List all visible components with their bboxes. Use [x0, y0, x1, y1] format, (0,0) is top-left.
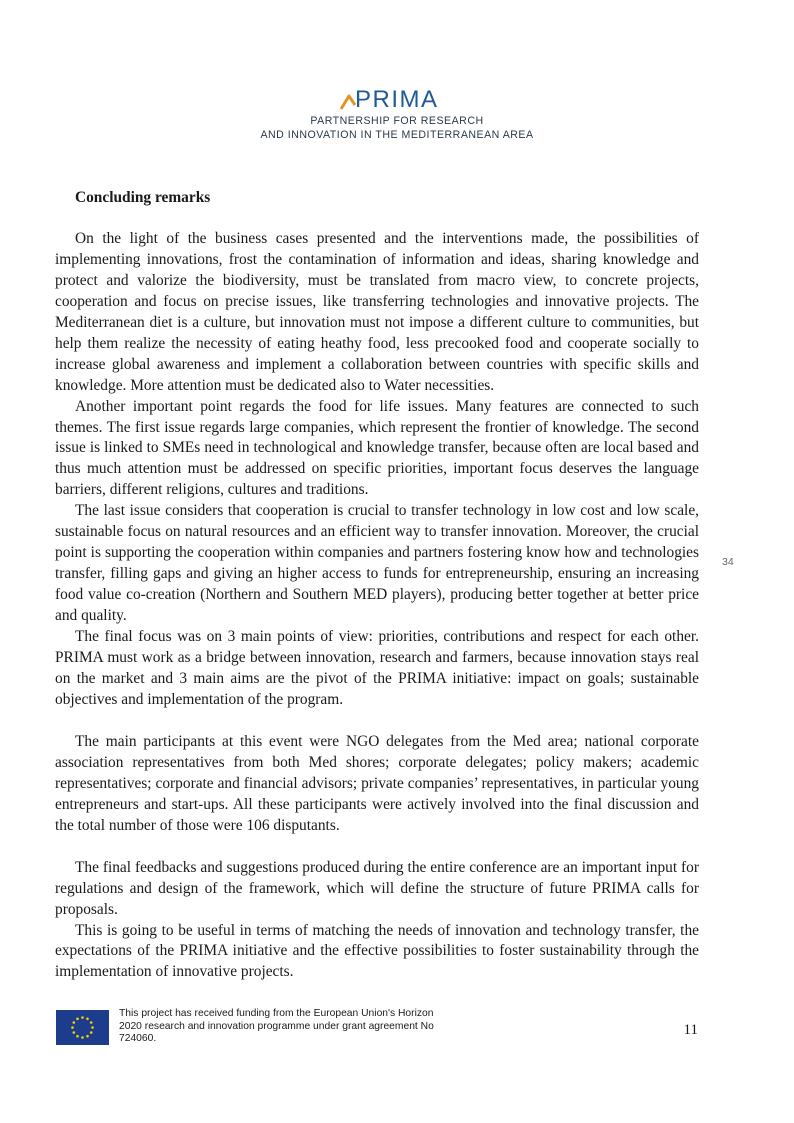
paragraph: This is going to be useful in terms of matching the needs of innovation and technology transfer, the expectations of the PRIMA initiative and the effective possibilities to foster sustainability through the implementation of innovative projects. [55, 921, 699, 981]
paragraph: The main participants at this event were NGO delegates from the Med area; national corporate association representatives from both Med shores; corporate delegates; policy makers; academic representatives; corporate and financial advisors; private companies’ representatives, in particular young entrepreneurs and start-ups. All these participants were actively involved into the final discussion and the total number of those were 106 disputants. [55, 732, 699, 834]
funding-statement [119, 1008, 519, 1046]
paragraph: Another important point regards the food for life issues. Many features are connected to such themes. The first issue regards large companies, which represent the frontier of knowledge. The second issue is linked to SMEs need in technological and knowledge transfer, because often are local based and thus much attention must be addressed on specific priorities, important focus deserves the language barriers, different religions, cultures and traditions. [55, 397, 699, 499]
paragraph: The final focus was on 3 main points of view: priorities, contributions and respect for each other. PRIMA must work as a bridge between innovation, research and farmers, because innovation stays real on the market and 3 main aims are the pivot of the PRIMA initiative: impact on goals; sustainable objectives and implementation of the program. [55, 628, 699, 708]
eu-flag-icon [56, 1010, 109, 1045]
funding-line: 724060. [119, 1033, 157, 1044]
paragraph: The final feedbacks and suggestions produced during the entire conference are an important input for regulations and design of the framework, which will define the structure of future PRIMA calls for proposals. [55, 858, 699, 918]
side-page-number: 34 [722, 556, 734, 568]
main-content [55, 188, 699, 983]
document-header [0, 78, 794, 142]
paragraph: The last issue considers that cooperation is crucial to transfer technology in low cost and low scale, sustainable focus on natural resources and an efficient way to transfer innovation. Moreover, the crucial point is supporting the cooperation within companies and partners fostering know how and technologies transfer, filling gaps and giving an higher access to funds for entrepreneurship, ensuring an increasing food value co-creation (Northern and Southern MED players), producing better together at better price and quality. [55, 502, 699, 625]
paragraph: On the light of the business cases presented and the interventions made, the possibilities of implementing innovations, frost the contamination of information and ideas, sharing knowledge and protect and valorize the biodiversity, must be translated from macro view, to concrete projects, cooperation and focus on precise issues, like transferring technologies and innovative projects. The Mediterranean diet is a culture, but innovation must not impose a different culture to communities, but help them realize the necessity of eating heathy food, less precooked food and cooperate socially to increase global awareness and implement a collaboration between countries with specific skills and knowledge. More attention must be dedicated also to Water necessities. [55, 229, 699, 394]
funding-line: 2020 research and innovation programme under grant agreement No [119, 1020, 434, 1032]
header-subtitle-line1: PARTNERSHIP FOR RESEARCH [310, 115, 484, 127]
document-footer [56, 1008, 700, 1048]
section-heading: Concluding remarks [75, 189, 211, 206]
header-subtitle-line2: AND INNOVATION IN THE MEDITERRANEAN AREA [260, 129, 534, 141]
logo-wordmark: PRIMA [355, 86, 439, 113]
page-number: 11 [683, 1022, 698, 1038]
prima-logo-icon [339, 78, 455, 114]
funding-line: This project has received funding from the European Union's Horizon [119, 1008, 434, 1019]
